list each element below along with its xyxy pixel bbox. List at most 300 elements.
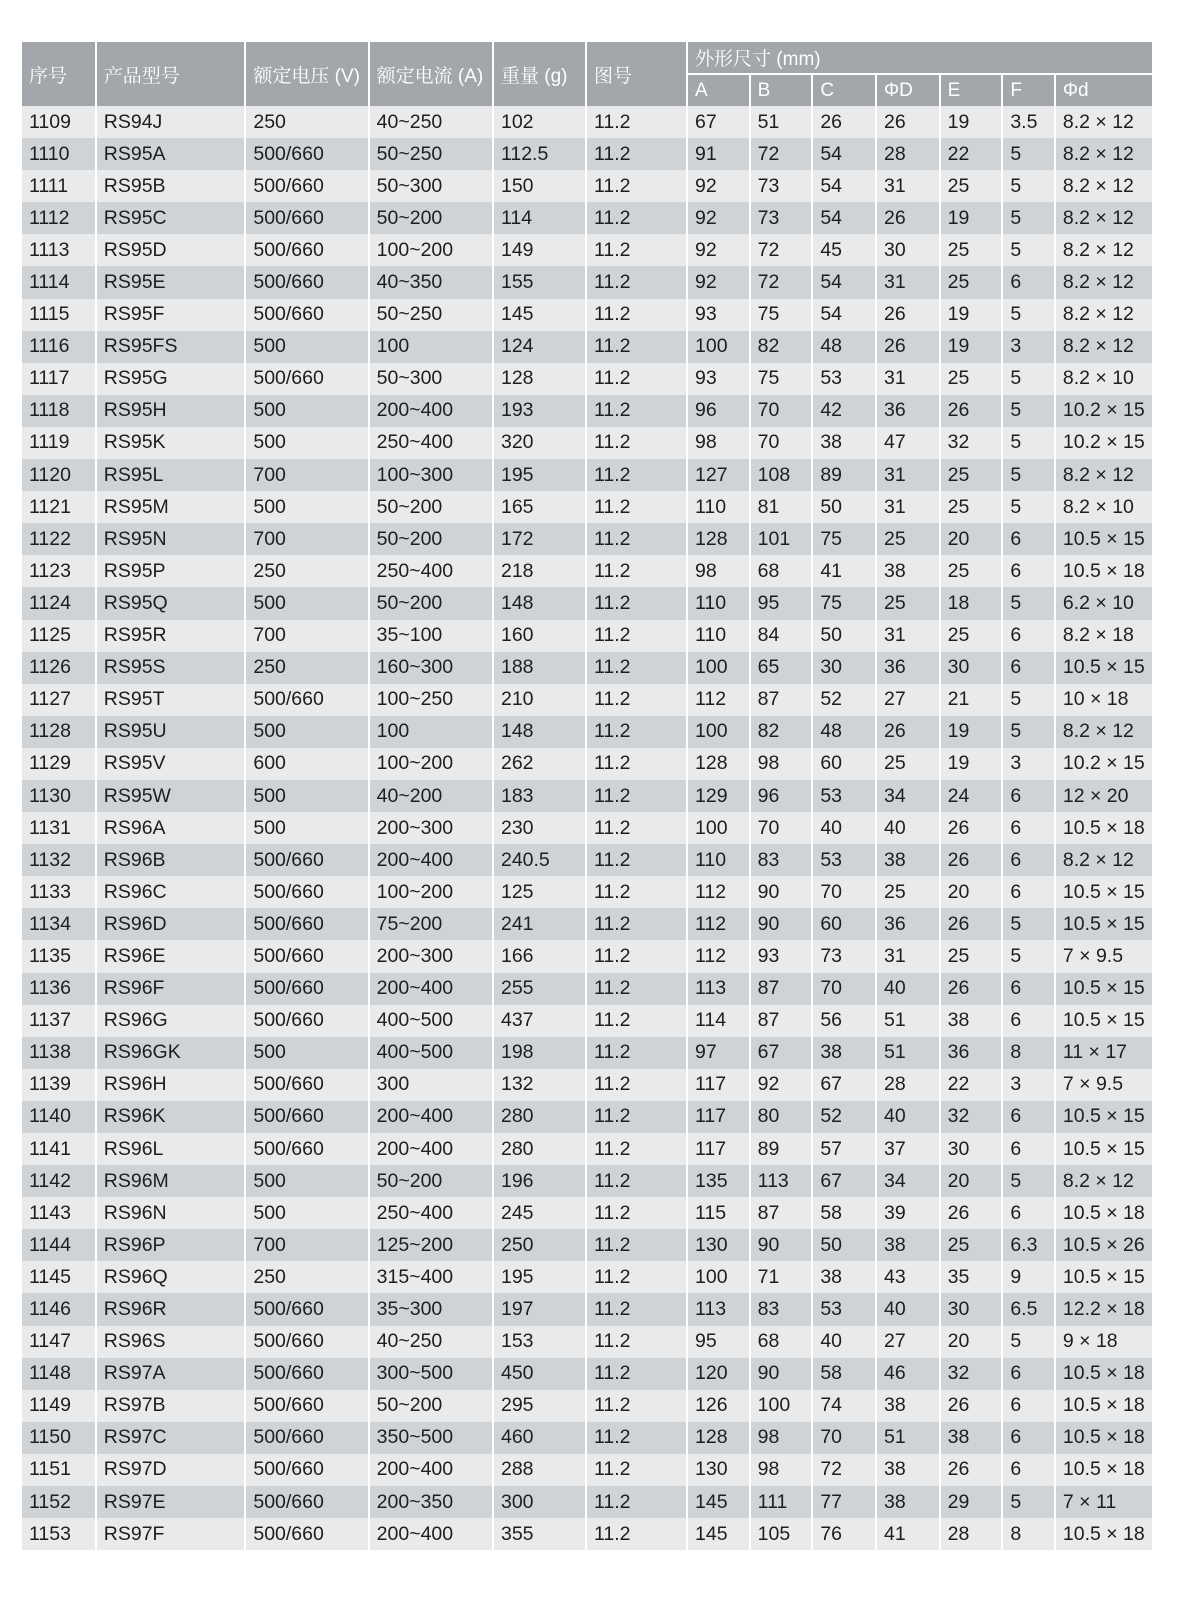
cell-figure: 11.2 [587,1454,688,1486]
cell-current: 250~400 [370,1197,494,1229]
cell-dim-phi-d-lower: 10.5 × 15 [1056,973,1152,1005]
cell-model: RS95M [97,491,247,523]
cell-voltage: 500/660 [246,1293,369,1325]
cell-dim-e: 22 [941,138,1004,170]
cell-dim-e: 20 [941,1326,1004,1358]
cell-dim-phi-d-upper: 51 [877,1005,941,1037]
cell-dim-phi-d-upper: 37 [877,1133,941,1165]
cell-dim-a: 128 [688,523,751,555]
cell-dim-a: 117 [688,1069,751,1101]
cell-dim-phi-d-lower: 7 × 11 [1056,1486,1152,1518]
cell-dim-a: 92 [688,266,751,298]
cell-voltage: 500 [246,1165,369,1197]
cell-dim-f: 3 [1003,331,1056,363]
cell-dim-b: 87 [751,1005,814,1037]
cell-dim-phi-d-upper: 26 [877,299,941,331]
cell-dim-b: 108 [751,459,814,491]
cell-dim-phi-d-upper: 43 [877,1261,941,1293]
cell-seq: 1127 [22,684,97,716]
cell-dim-f: 6 [1003,1197,1056,1229]
table-row [22,234,1152,266]
cell-dim-a: 112 [688,908,751,940]
cell-voltage: 500 [246,1197,369,1229]
header-figure: 图号 [587,42,688,106]
cell-weight: 241 [494,908,587,940]
cell-model: RS96G [97,1005,247,1037]
table-row [22,973,1152,1005]
cell-dim-c: 38 [813,1037,877,1069]
cell-dim-e: 21 [941,684,1004,716]
cell-model: RS96N [97,1197,247,1229]
table-row [22,716,1152,748]
cell-current: 200~300 [370,812,494,844]
cell-current: 125~200 [370,1229,494,1261]
cell-dim-f: 6 [1003,844,1056,876]
cell-dim-phi-d-lower: 10.5 × 15 [1056,652,1152,684]
cell-dim-a: 110 [688,587,751,619]
cell-dim-f: 8 [1003,1518,1056,1550]
table-row [22,202,1152,234]
cell-figure: 11.2 [587,1101,688,1133]
cell-dim-a: 67 [688,106,751,138]
cell-dim-f: 6 [1003,620,1056,652]
cell-dim-a: 113 [688,973,751,1005]
cell-current: 160~300 [370,652,494,684]
cell-dim-a: 100 [688,716,751,748]
cell-voltage: 500/660 [246,908,369,940]
table-row [22,459,1152,491]
cell-dim-phi-d-lower: 8.2 × 12 [1056,170,1152,202]
cell-dim-a: 129 [688,780,751,812]
cell-dim-b: 67 [751,1037,814,1069]
cell-current: 200~400 [370,395,494,427]
cell-dim-c: 38 [813,427,877,459]
cell-seq: 1115 [22,299,97,331]
cell-dim-a: 100 [688,331,751,363]
cell-dim-a: 130 [688,1454,751,1486]
cell-weight: 160 [494,620,587,652]
header-model: 产品型号 [97,42,247,106]
cell-dim-phi-d-lower: 10.5 × 15 [1056,1005,1152,1037]
cell-dim-c: 73 [813,940,877,972]
cell-voltage: 500/660 [246,266,369,298]
cell-dim-phi-d-lower: 11 × 17 [1056,1037,1152,1069]
cell-dim-f: 6 [1003,555,1056,587]
cell-dim-phi-d-upper: 25 [877,876,941,908]
table-row [22,266,1152,298]
cell-dim-e: 20 [941,1165,1004,1197]
cell-seq: 1111 [22,170,97,202]
cell-dim-a: 100 [688,652,751,684]
cell-seq: 1150 [22,1422,97,1454]
cell-voltage: 500/660 [246,1005,369,1037]
cell-dim-phi-d-lower: 10.5 × 18 [1056,555,1152,587]
cell-model: RS96P [97,1229,247,1261]
cell-weight: 262 [494,748,587,780]
cell-dim-c: 60 [813,908,877,940]
cell-seq: 1135 [22,940,97,972]
cell-dim-f: 6 [1003,266,1056,298]
cell-dim-phi-d-upper: 26 [877,106,941,138]
cell-voltage: 500/660 [246,844,369,876]
cell-model: RS95N [97,523,247,555]
cell-model: RS96K [97,1101,247,1133]
cell-dim-f: 3.5 [1003,106,1056,138]
cell-model: RS95W [97,780,247,812]
cell-dim-phi-d-upper: 36 [877,652,941,684]
cell-dim-phi-d-upper: 25 [877,748,941,780]
cell-dim-b: 87 [751,1197,814,1229]
cell-seq: 1143 [22,1197,97,1229]
cell-dim-c: 40 [813,1326,877,1358]
cell-dim-f: 6 [1003,1390,1056,1422]
table-row [22,587,1152,619]
cell-seq: 1138 [22,1037,97,1069]
cell-voltage: 700 [246,620,369,652]
cell-voltage: 700 [246,1229,369,1261]
table-row [22,1358,1152,1390]
cell-current: 200~300 [370,940,494,972]
cell-dim-b: 72 [751,266,814,298]
table-row [22,299,1152,331]
cell-dim-c: 53 [813,780,877,812]
cell-dim-e: 32 [941,1101,1004,1133]
cell-dim-f: 5 [1003,1326,1056,1358]
cell-current: 300 [370,1069,494,1101]
cell-dim-phi-d-lower: 8.2 × 18 [1056,620,1152,652]
cell-dim-phi-d-upper: 25 [877,523,941,555]
cell-voltage: 500/660 [246,684,369,716]
cell-dim-b: 98 [751,748,814,780]
table-row [22,106,1152,138]
cell-current: 200~350 [370,1486,494,1518]
cell-weight: 166 [494,940,587,972]
cell-dim-c: 70 [813,876,877,908]
table-row [22,748,1152,780]
cell-model: RS95A [97,138,247,170]
cell-weight: 188 [494,652,587,684]
cell-seq: 1113 [22,234,97,266]
cell-voltage: 500/660 [246,170,369,202]
cell-current: 35~300 [370,1293,494,1325]
cell-voltage: 500/660 [246,973,369,1005]
cell-dim-a: 145 [688,1518,751,1550]
cell-voltage: 500 [246,587,369,619]
cell-dim-e: 30 [941,1133,1004,1165]
cell-current: 40~250 [370,106,494,138]
cell-voltage: 500/660 [246,299,369,331]
cell-dim-a: 128 [688,748,751,780]
cell-dim-a: 92 [688,202,751,234]
cell-dim-phi-d-upper: 38 [877,844,941,876]
cell-current: 200~400 [370,1133,494,1165]
table-row [22,1069,1152,1101]
cell-dim-a: 117 [688,1133,751,1165]
cell-model: RS95P [97,555,247,587]
cell-dim-e: 18 [941,587,1004,619]
cell-dim-f: 5 [1003,1486,1056,1518]
table-header [22,42,1152,106]
cell-dim-b: 93 [751,940,814,972]
cell-voltage: 500 [246,1037,369,1069]
cell-voltage: 500/660 [246,940,369,972]
cell-dim-e: 26 [941,844,1004,876]
cell-current: 50~300 [370,363,494,395]
cell-current: 400~500 [370,1005,494,1037]
cell-weight: 132 [494,1069,587,1101]
cell-seq: 1132 [22,844,97,876]
cell-dim-f: 6 [1003,1358,1056,1390]
cell-dim-phi-d-upper: 26 [877,331,941,363]
cell-dim-c: 54 [813,202,877,234]
cell-dim-phi-d-lower: 8.2 × 12 [1056,844,1152,876]
cell-dim-e: 19 [941,106,1004,138]
cell-figure: 11.2 [587,202,688,234]
cell-seq: 1131 [22,812,97,844]
cell-dim-f: 3 [1003,1069,1056,1101]
cell-dim-a: 135 [688,1165,751,1197]
cell-dim-c: 72 [813,1454,877,1486]
table-row [22,684,1152,716]
cell-dim-c: 53 [813,844,877,876]
cell-weight: 320 [494,427,587,459]
cell-dim-phi-d-lower: 6.2 × 10 [1056,587,1152,619]
cell-dim-e: 25 [941,363,1004,395]
cell-seq: 1125 [22,620,97,652]
cell-model: RS96A [97,812,247,844]
cell-weight: 114 [494,202,587,234]
cell-dim-phi-d-lower: 12.2 × 18 [1056,1293,1152,1325]
table-row [22,940,1152,972]
cell-figure: 11.2 [587,1518,688,1550]
cell-dim-c: 54 [813,170,877,202]
cell-model: RS96Q [97,1261,247,1293]
cell-dim-phi-d-lower: 10.5 × 18 [1056,1197,1152,1229]
cell-voltage: 500/660 [246,138,369,170]
cell-current: 100 [370,716,494,748]
cell-model: RS96L [97,1133,247,1165]
cell-figure: 11.2 [587,780,688,812]
cell-dim-phi-d-lower: 8.2 × 12 [1056,299,1152,331]
cell-dim-c: 56 [813,1005,877,1037]
cell-dim-phi-d-upper: 40 [877,812,941,844]
cell-current: 40~350 [370,266,494,298]
cell-figure: 11.2 [587,555,688,587]
cell-model: RS95G [97,363,247,395]
cell-dim-phi-d-upper: 36 [877,395,941,427]
cell-current: 200~400 [370,1101,494,1133]
cell-seq: 1120 [22,459,97,491]
cell-weight: 195 [494,1261,587,1293]
cell-dim-phi-d-upper: 31 [877,170,941,202]
cell-current: 50~200 [370,491,494,523]
cell-current: 300~500 [370,1358,494,1390]
header-weight: 重量 (g) [494,42,587,106]
cell-figure: 11.2 [587,138,688,170]
cell-dim-a: 95 [688,1326,751,1358]
cell-dim-phi-d-lower: 10.2 × 15 [1056,427,1152,459]
table-row [22,395,1152,427]
cell-dim-phi-d-lower: 10.5 × 15 [1056,523,1152,555]
cell-dim-e: 36 [941,1037,1004,1069]
cell-dim-phi-d-lower: 8.2 × 10 [1056,363,1152,395]
cell-dim-phi-d-lower: 10.2 × 15 [1056,748,1152,780]
table-row [22,331,1152,363]
cell-current: 100~200 [370,748,494,780]
cell-model: RS95L [97,459,247,491]
cell-current: 35~100 [370,620,494,652]
cell-figure: 11.2 [587,587,688,619]
cell-dim-c: 75 [813,523,877,555]
cell-seq: 1119 [22,427,97,459]
cell-dim-c: 53 [813,363,877,395]
cell-dim-c: 76 [813,1518,877,1550]
cell-voltage: 500 [246,427,369,459]
cell-dim-phi-d-upper: 38 [877,1454,941,1486]
cell-dim-a: 92 [688,170,751,202]
cell-seq: 1151 [22,1454,97,1486]
cell-voltage: 250 [246,1261,369,1293]
cell-dim-f: 6 [1003,523,1056,555]
cell-dim-f: 6 [1003,1454,1056,1486]
cell-current: 50~200 [370,587,494,619]
cell-voltage: 500/660 [246,1101,369,1133]
cell-dim-e: 28 [941,1518,1004,1550]
cell-dim-phi-d-lower: 8.2 × 12 [1056,138,1152,170]
cell-seq: 1142 [22,1165,97,1197]
cell-dim-phi-d-upper: 27 [877,684,941,716]
cell-current: 350~500 [370,1422,494,1454]
cell-model: RS95V [97,748,247,780]
cell-model: RS96D [97,908,247,940]
cell-dim-c: 38 [813,1261,877,1293]
cell-dim-b: 73 [751,202,814,234]
cell-model: RS97B [97,1390,247,1422]
cell-dim-phi-d-lower: 8.2 × 12 [1056,716,1152,748]
cell-dim-c: 60 [813,748,877,780]
cell-dim-phi-d-lower: 10.5 × 15 [1056,876,1152,908]
cell-figure: 11.2 [587,234,688,266]
cell-model: RS97D [97,1454,247,1486]
cell-seq: 1112 [22,202,97,234]
cell-dim-c: 52 [813,684,877,716]
cell-figure: 11.2 [587,748,688,780]
cell-dim-phi-d-lower: 10.2 × 15 [1056,395,1152,427]
cell-seq: 1144 [22,1229,97,1261]
cell-dim-e: 26 [941,973,1004,1005]
cell-dim-b: 90 [751,876,814,908]
cell-dim-f: 5 [1003,684,1056,716]
cell-seq: 1148 [22,1358,97,1390]
cell-figure: 11.2 [587,299,688,331]
cell-dim-a: 110 [688,844,751,876]
cell-figure: 11.2 [587,1358,688,1390]
header-dimensions-group: 外形尺寸 (mm) [688,42,1152,75]
cell-dim-a: 128 [688,1422,751,1454]
cell-weight: 112.5 [494,138,587,170]
table-row [22,170,1152,202]
cell-voltage: 500/660 [246,363,369,395]
cell-current: 200~400 [370,1518,494,1550]
cell-weight: 128 [494,363,587,395]
cell-dim-e: 25 [941,170,1004,202]
cell-dim-phi-d-lower: 10.5 × 26 [1056,1229,1152,1261]
cell-dim-b: 68 [751,1326,814,1358]
header-current: 额定电流 (A) [370,42,494,106]
cell-voltage: 250 [246,106,369,138]
cell-weight: 172 [494,523,587,555]
cell-weight: 288 [494,1454,587,1486]
cell-dim-b: 82 [751,716,814,748]
cell-figure: 11.2 [587,395,688,427]
cell-dim-b: 75 [751,299,814,331]
cell-dim-f: 6 [1003,1101,1056,1133]
cell-seq: 1149 [22,1390,97,1422]
table-row [22,523,1152,555]
cell-dim-b: 95 [751,587,814,619]
cell-dim-e: 32 [941,427,1004,459]
cell-dim-c: 48 [813,716,877,748]
cell-figure: 11.2 [587,1326,688,1358]
cell-dim-a: 97 [688,1037,751,1069]
cell-model: RS97E [97,1486,247,1518]
header-seq: 序号 [22,42,97,106]
cell-dim-c: 52 [813,1101,877,1133]
cell-model: RS95U [97,716,247,748]
cell-weight: 245 [494,1197,587,1229]
cell-dim-f: 5 [1003,234,1056,266]
header-dim-phi-d-lower: Φd [1056,75,1152,106]
cell-model: RS95T [97,684,247,716]
cell-dim-a: 91 [688,138,751,170]
table-row [22,427,1152,459]
cell-dim-f: 6.5 [1003,1293,1056,1325]
cell-current: 100 [370,331,494,363]
cell-dim-f: 5 [1003,202,1056,234]
cell-model: RS95C [97,202,247,234]
cell-weight: 150 [494,170,587,202]
cell-dim-phi-d-lower: 12 × 20 [1056,780,1152,812]
cell-dim-b: 81 [751,491,814,523]
cell-weight: 250 [494,1229,587,1261]
cell-weight: 280 [494,1133,587,1165]
table-row [22,491,1152,523]
cell-dim-e: 38 [941,1422,1004,1454]
cell-figure: 11.2 [587,106,688,138]
table-row [22,1037,1152,1069]
cell-weight: 155 [494,266,587,298]
header-dim-e: E [941,75,1004,106]
cell-model: RS95B [97,170,247,202]
cell-dim-c: 41 [813,555,877,587]
cell-seq: 1147 [22,1326,97,1358]
cell-voltage: 500/660 [246,1518,369,1550]
cell-current: 315~400 [370,1261,494,1293]
header-dim-f: F [1003,75,1056,106]
cell-dim-phi-d-upper: 31 [877,491,941,523]
cell-dim-e: 25 [941,266,1004,298]
cell-dim-phi-d-lower: 10.5 × 18 [1056,1518,1152,1550]
cell-dim-phi-d-upper: 40 [877,1101,941,1133]
cell-model: RS96B [97,844,247,876]
cell-seq: 1152 [22,1486,97,1518]
cell-current: 100~250 [370,684,494,716]
cell-voltage: 700 [246,523,369,555]
cell-dim-f: 6 [1003,973,1056,1005]
cell-seq: 1124 [22,587,97,619]
cell-dim-c: 58 [813,1197,877,1229]
cell-figure: 11.2 [587,170,688,202]
